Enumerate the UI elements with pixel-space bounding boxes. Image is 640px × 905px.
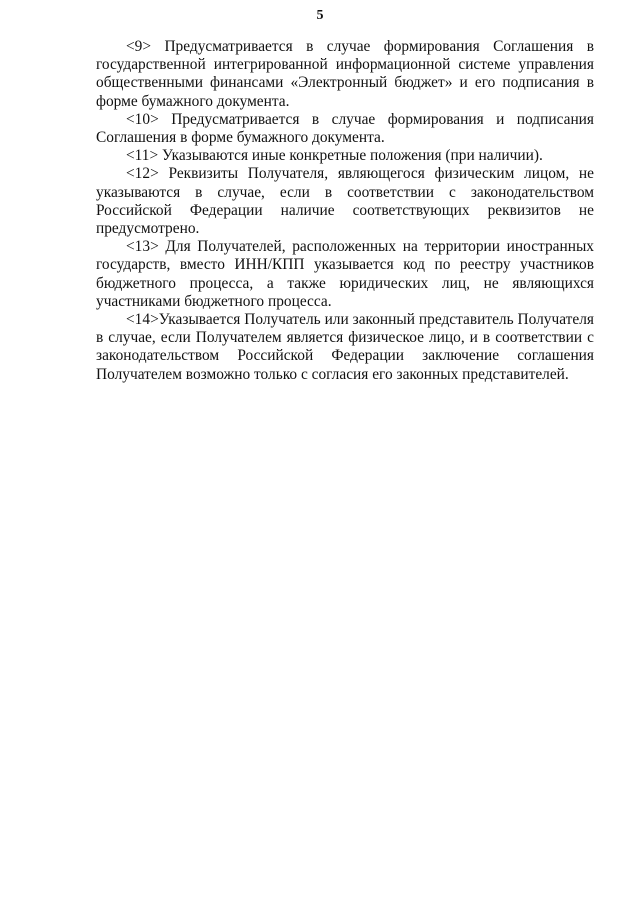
footnote-10: <10> Предусматривается в случае формирования и подписания Соглашения в форме бумажного документа. xyxy=(96,110,594,147)
footnote-11: <11> Указываются иные конкретные положения (при наличии). xyxy=(126,147,543,165)
footnote-14: <14>Указывается Получатель или законный представитель Получателя в случае, если Получателем является физическое лицо, и в соответствии с законодательством Российской Федерации заключение соглашения Получателем возможно только с согласия его законных представителей. xyxy=(96,311,594,383)
footnote-9: <9> Предусматривается в случае формирования Соглашения в государственной интегрированной информационной системе управления общественными финансами «Электронный бюджет» и его подписания в форме бумажного документа. xyxy=(96,38,594,110)
footnote-12: <12> Реквизиты Получателя, являющегося физическим лицом, не указываются в случае, если в соответствии с законодательством Российской Федерации наличие соответствующих реквизитов не предусмотрено. xyxy=(96,165,594,238)
footnotes-block xyxy=(96,38,594,384)
footnote-13: <13> Для Получателей, расположенных на территории иностранных государств, вместо ИНН/КПП указывается код по реестру участников бюджетного процесса, а также юридических лиц, не являющихся участниками бюджетного процесса. xyxy=(96,238,594,310)
page-number: 5 xyxy=(316,8,324,23)
